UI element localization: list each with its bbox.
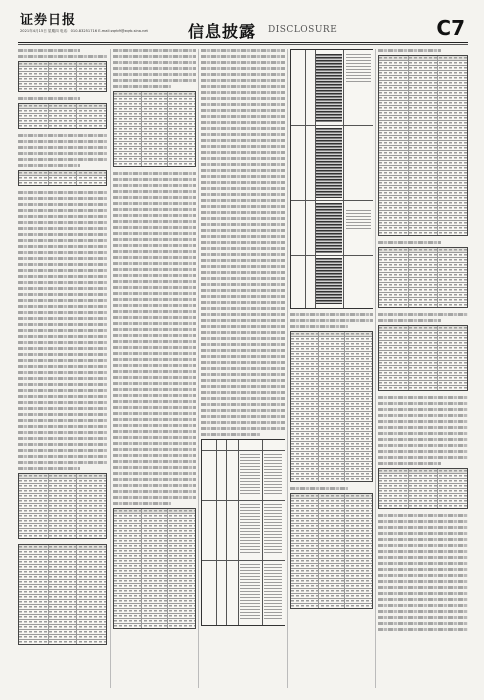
financial-table	[290, 493, 373, 609]
disclosure-table	[290, 49, 373, 309]
disclosure-table	[201, 439, 285, 626]
column-divider	[287, 49, 288, 688]
newspaper-logo: 证券日报	[20, 13, 77, 28]
page-code: C7	[436, 16, 465, 40]
financial-table	[18, 170, 107, 186]
dateline: 2021年4月15日 星期四 电话：010-83251716 E-mail:zqrb9@zqrb.sina.net	[20, 29, 148, 33]
text-column-2	[113, 49, 196, 688]
financial-table	[18, 61, 107, 92]
financial-table	[18, 544, 107, 645]
text-column-4	[290, 49, 373, 688]
financial-table	[113, 508, 196, 629]
financial-table	[378, 468, 468, 509]
column-divider	[110, 49, 111, 688]
text-column-5	[378, 49, 468, 688]
column-divider	[375, 49, 376, 688]
financial-table	[378, 55, 468, 236]
financial-table	[18, 103, 107, 129]
financial-table	[18, 473, 107, 539]
text-column-1	[18, 49, 107, 688]
column-divider	[198, 49, 199, 688]
financial-table	[378, 325, 468, 391]
text-column-3	[201, 49, 285, 688]
masthead-rule	[18, 42, 468, 43]
masthead-rule-thin	[18, 44, 468, 45]
financial-table	[113, 91, 196, 167]
section-subtitle: DISCLOSURE	[268, 25, 338, 35]
masthead	[0, 0, 484, 40]
financial-table	[290, 331, 373, 482]
section-title: 信息披露	[188, 22, 257, 41]
financial-table	[378, 247, 468, 308]
